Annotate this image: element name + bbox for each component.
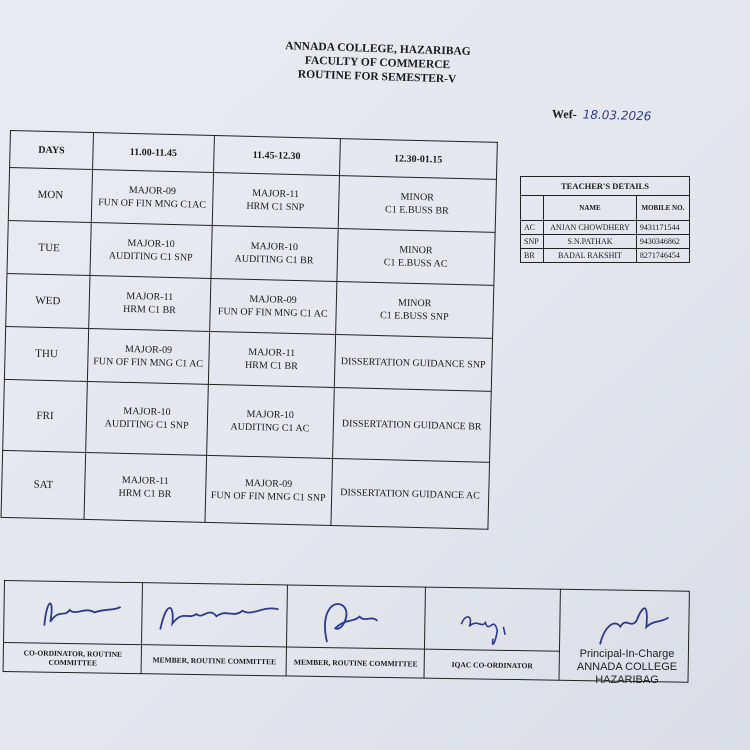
class-cell xyxy=(335,282,494,339)
paper-code: MINOR xyxy=(397,297,432,310)
day-cell: TUE xyxy=(7,220,91,275)
paper-code: MINOR xyxy=(399,244,433,257)
paper-code: MAJOR-10 xyxy=(123,405,171,419)
class-cell xyxy=(91,170,213,226)
class-cell xyxy=(336,229,495,286)
paper-code: MAJOR-10 xyxy=(127,237,175,251)
teacher-name: S.N.PATHAK xyxy=(544,235,637,249)
paper-detail: C1 E.BUSS SNP xyxy=(379,310,449,323)
col-period-1: 11.00-11.45 xyxy=(93,133,215,173)
day-cell: WED xyxy=(6,273,90,328)
handwritten-signature xyxy=(14,587,125,639)
teacher-code: AC xyxy=(521,221,544,235)
signature-box xyxy=(141,582,288,676)
teacher-name: BADAL RAKSHIT xyxy=(544,249,637,263)
paper-detail: FUN OF FIN MNG C1 SNP xyxy=(210,490,326,504)
col-mobile: MOBILE NO. xyxy=(636,196,689,221)
class-cell xyxy=(334,335,493,392)
col-period-2: 11.45-12.30 xyxy=(213,135,340,175)
routine-table xyxy=(1,130,498,530)
teacher-mobile: 9431171544 xyxy=(636,221,689,235)
routine-title: ROUTINE FOR SEMESTER-V xyxy=(297,68,457,86)
teacher-code: BR xyxy=(521,249,544,263)
teacher-mobile: 8271746454 xyxy=(636,249,689,263)
class-cell xyxy=(86,381,208,455)
signature-box xyxy=(3,580,143,674)
handwritten-signature xyxy=(435,594,536,652)
handwritten-signature xyxy=(297,592,408,650)
day-cell: SAT xyxy=(1,450,86,519)
signature-box xyxy=(424,587,561,681)
paper-code: MAJOR-10 xyxy=(250,240,299,254)
paper-detail: FUN OF FIN MNG C1 AC xyxy=(93,356,204,370)
class-cell xyxy=(338,176,497,233)
paper-code: MINOR xyxy=(400,191,435,204)
day-cell: THU xyxy=(4,326,88,381)
paper-detail: HRM C1 SNP xyxy=(246,200,305,214)
class-cell xyxy=(90,223,212,279)
paper-code: MAJOR-09 xyxy=(124,343,173,357)
teacher-row xyxy=(521,235,690,249)
paper-detail: C1 E.BUSS AC xyxy=(383,257,448,270)
paper-detail: DISSERTATION GUIDANCE BR xyxy=(341,417,482,433)
wef-label: Wef- xyxy=(551,106,577,122)
stamp-college: ANNADA COLLEGE xyxy=(576,661,678,673)
paper-detail: FUN OF FIN MNG C1 AC xyxy=(217,306,328,320)
signature-caption: IQAC CO-ORDINATOR xyxy=(425,649,560,680)
teacher-mobile: 9430346862 xyxy=(636,235,689,249)
class-cell xyxy=(205,455,333,525)
signature-caption: CO-ORDINATOR, ROUTINE COMMITTEE xyxy=(4,642,142,673)
col-period-3: 12.30-01.15 xyxy=(339,139,497,180)
class-cell xyxy=(209,278,336,334)
teacher-row xyxy=(521,249,690,263)
day-cell: FRI xyxy=(3,379,88,452)
col-days: DAYS xyxy=(10,131,94,170)
teachers-table xyxy=(520,176,690,263)
paper-detail: HRM C1 BR xyxy=(122,303,176,317)
paper-detail: HRM C1 BR xyxy=(118,487,172,501)
handwritten-signature xyxy=(152,589,283,641)
paper-code: MAJOR-09 xyxy=(128,184,177,198)
routine-row-fri xyxy=(3,379,492,462)
handwritten-signature xyxy=(570,596,681,654)
class-cell xyxy=(330,458,489,529)
paper-detail: AUDITING C1 AC xyxy=(230,421,310,435)
paper-detail: AUDITING C1 SNP xyxy=(108,250,193,264)
class-cell xyxy=(89,275,211,331)
teacher-row xyxy=(521,221,690,235)
paper-detail: FUN OF FIN MNG C1AC xyxy=(98,197,207,211)
signature-caption: MEMBER, ROUTINE COMMITTEE xyxy=(142,644,287,675)
document-header xyxy=(249,38,505,88)
teacher-name: ANJAN CHOWDHERY xyxy=(544,221,637,235)
faculty-name: FACULTY OF COMMERCE xyxy=(304,54,451,72)
signature-caption: MEMBER, ROUTINE COMMITTEE xyxy=(287,646,425,677)
teachers-title: TEACHER'S DETAILS xyxy=(521,177,690,196)
principal-stamp xyxy=(572,648,682,687)
class-cell xyxy=(332,387,491,462)
effective-date xyxy=(552,107,652,125)
teacher-code: SNP xyxy=(521,235,544,249)
class-cell xyxy=(87,328,209,384)
college-name: ANNADA COLLEGE, HAZARIBAG xyxy=(284,40,471,58)
paper-code: MAJOR-11 xyxy=(248,346,296,360)
class-cell xyxy=(208,331,335,387)
wef-date: 18.03.2026 xyxy=(582,107,652,124)
paper-detail: HRM C1 BR xyxy=(244,359,298,373)
class-cell xyxy=(84,452,206,522)
col-code xyxy=(521,196,544,221)
day-cell: MON xyxy=(8,168,92,223)
stamp-title: Principal-In-Charge xyxy=(579,648,675,660)
class-cell xyxy=(211,225,338,281)
paper-code: MAJOR-11 xyxy=(126,290,174,304)
stamp-city: HAZARIBAG xyxy=(595,674,659,686)
paper-code: MAJOR-09 xyxy=(249,293,297,307)
paper-detail: AUDITING C1 BR xyxy=(234,253,314,267)
paper-detail: DISSERTATION GUIDANCE SNP xyxy=(340,355,486,371)
paper-detail: AUDITING C1 SNP xyxy=(104,418,189,432)
paper-code: MAJOR-11 xyxy=(121,474,169,487)
routine-row-sat xyxy=(1,450,489,529)
paper-detail: C1 E.BUSS BR xyxy=(384,204,449,217)
signature-box xyxy=(286,584,426,678)
paper-detail: DISSERTATION GUIDANCE AC xyxy=(340,486,480,502)
paper-code: MAJOR-09 xyxy=(244,477,293,490)
paper-code: MAJOR-11 xyxy=(252,187,300,201)
class-cell xyxy=(206,384,334,458)
paper-code: MAJOR-10 xyxy=(246,408,294,422)
col-name: NAME xyxy=(544,196,637,221)
class-cell xyxy=(212,172,339,228)
